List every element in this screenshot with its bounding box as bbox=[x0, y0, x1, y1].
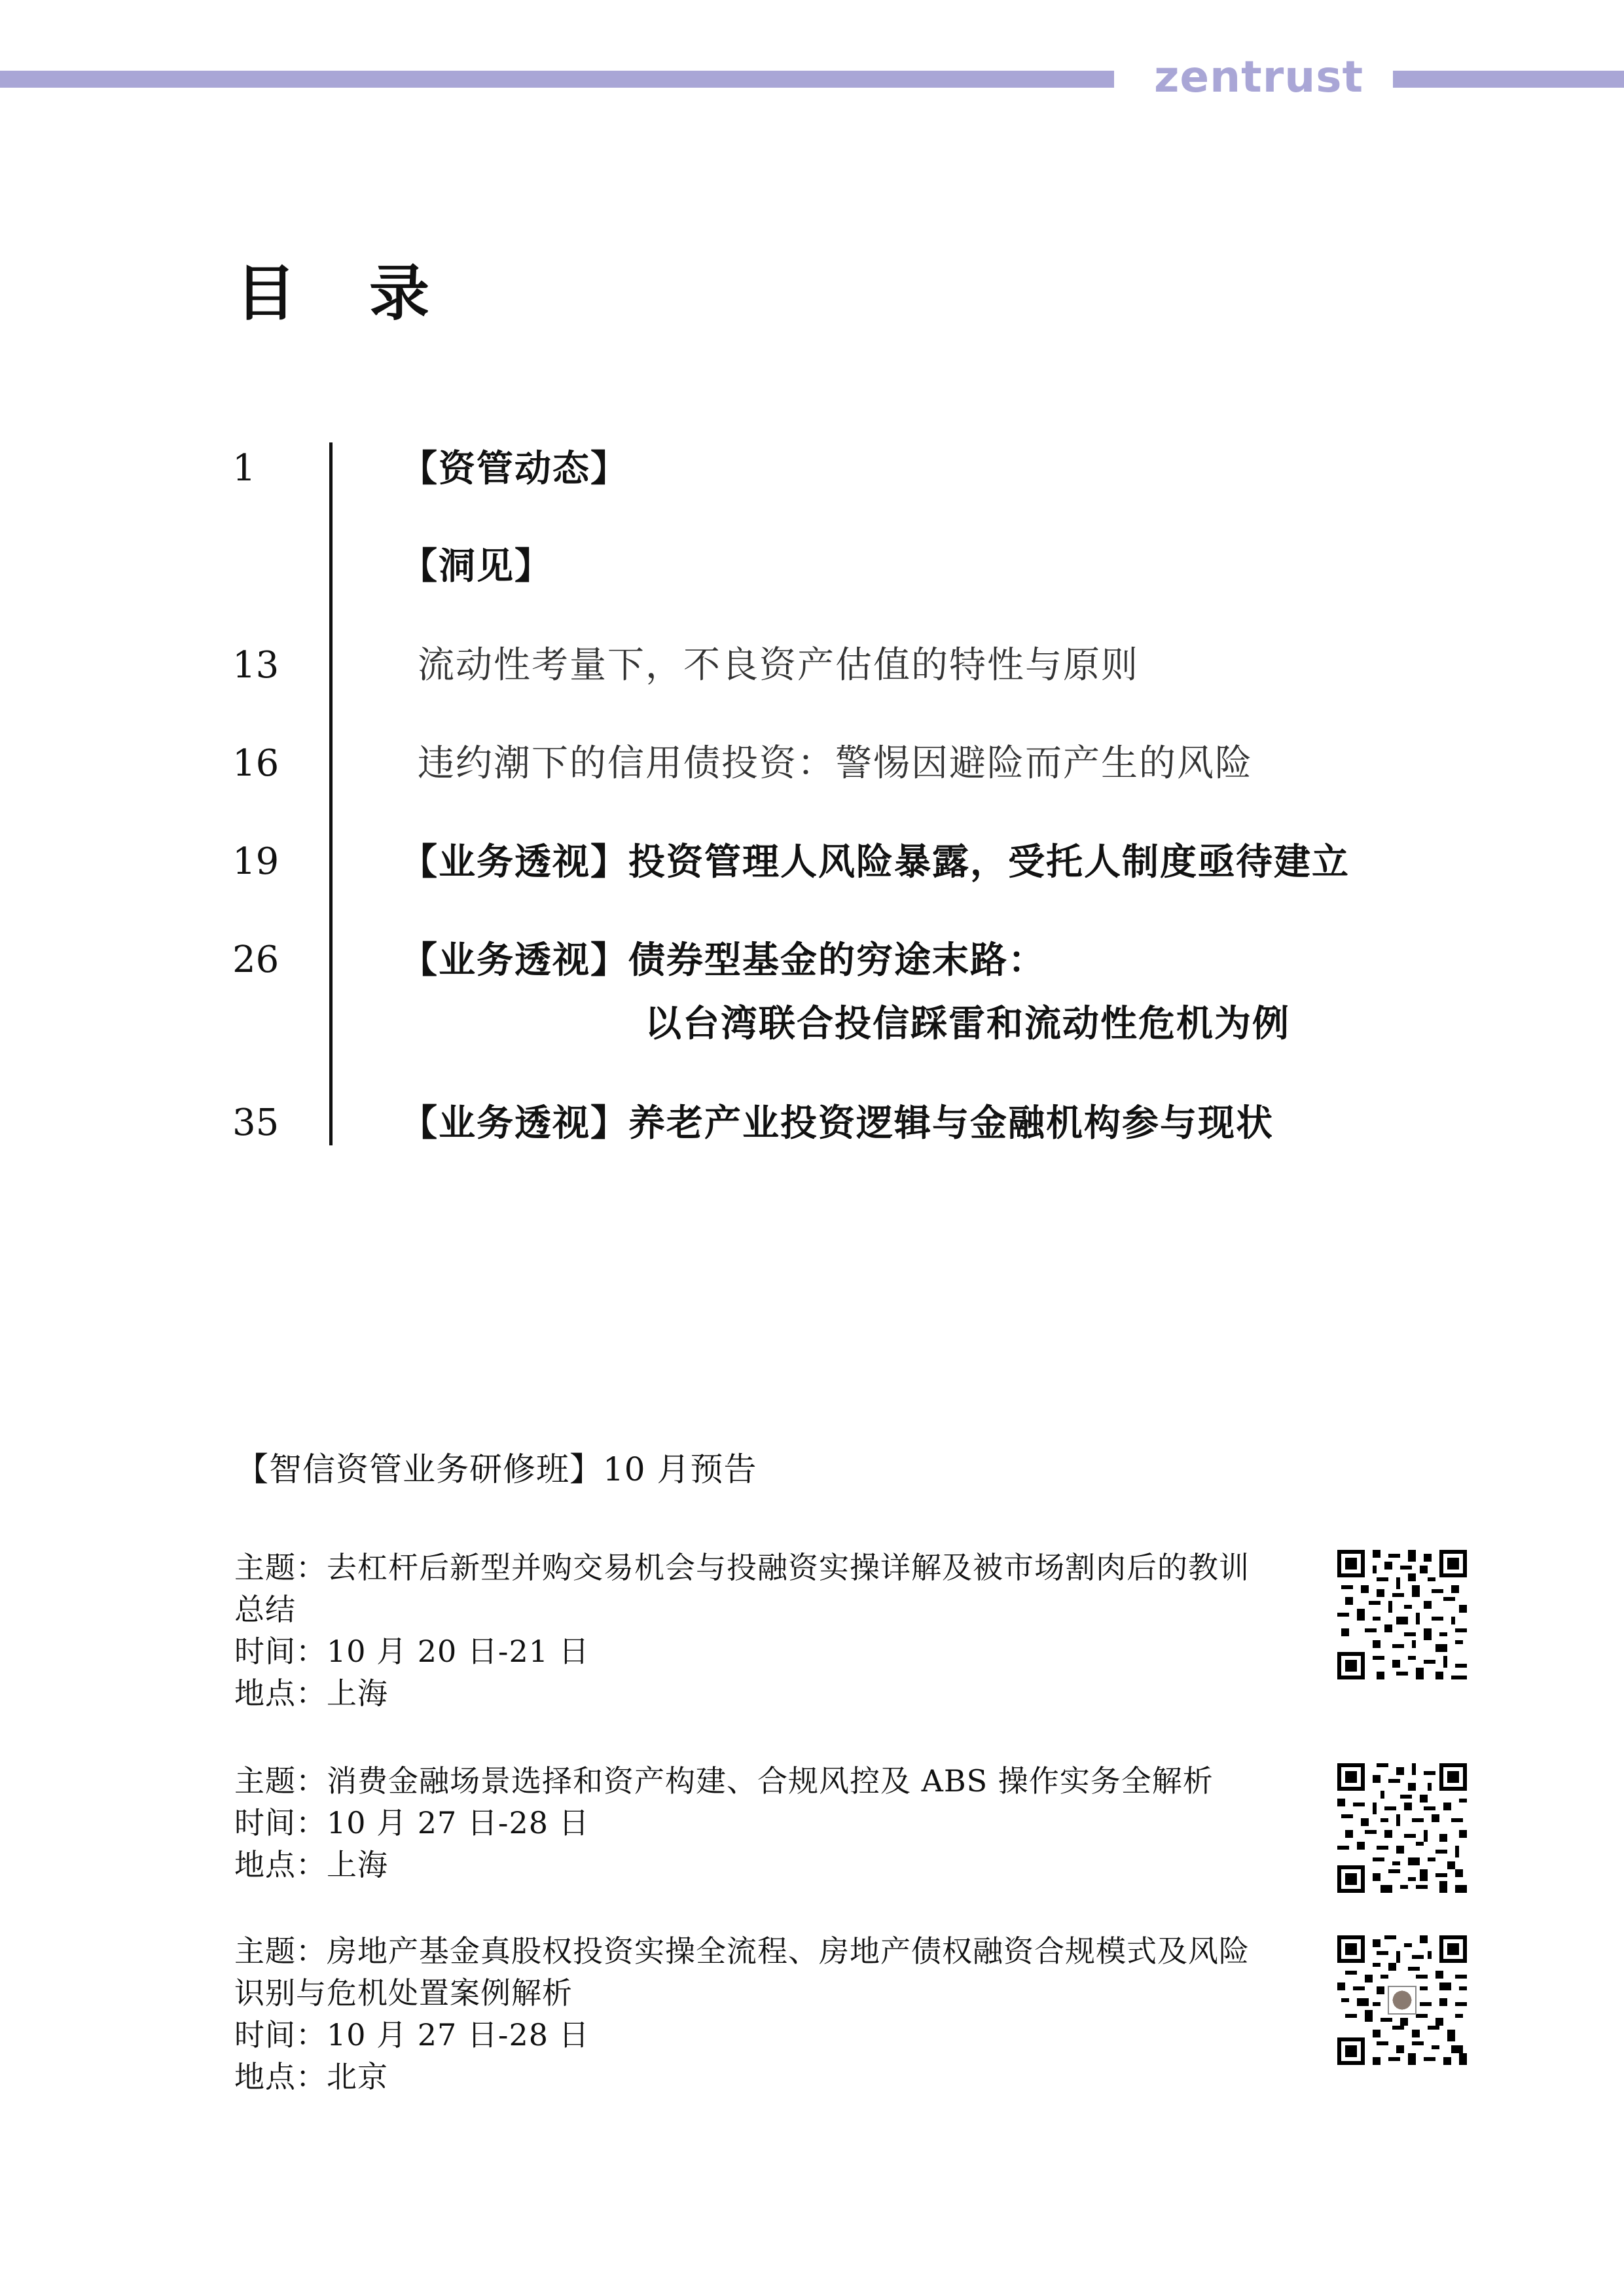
toc-article-title: 【业务透视】养老产业投资逻辑与金融机构参与现状 bbox=[401, 1102, 1274, 1145]
toc-article-subtitle: 以台湾联合投信踩雷和流动性危机为例 bbox=[645, 1002, 1290, 1045]
qr-code-graphic bbox=[1337, 1935, 1467, 2065]
header-bar-left bbox=[0, 71, 1114, 88]
toc-section-title: 【资管动态】 bbox=[401, 447, 628, 490]
toc-page-number: 1 bbox=[232, 447, 256, 490]
header-bar-right bbox=[1393, 71, 1624, 88]
toc-divider-line bbox=[329, 442, 333, 1145]
toc-page-number: 19 bbox=[232, 840, 280, 883]
qr-code-graphic bbox=[1337, 1550, 1467, 1679]
event-time: 时间：10 月 27 日-28 日 bbox=[234, 2017, 590, 2053]
page-title: 目 录 bbox=[236, 258, 456, 329]
toc-page-number: 13 bbox=[232, 644, 280, 687]
event-topic: 主题：消费金融场景选择和资产构建、合规风控及 ABS 操作实务全解析 bbox=[234, 1763, 1214, 1799]
toc-article-title: 【业务透视】债券型基金的穷途末路： bbox=[401, 939, 1046, 982]
qr-code-icon[interactable] bbox=[1337, 1550, 1467, 1679]
event-topic: 主题：去杠杆后新型并购交易机会与投融资实操详解及被市场割肉后的教训 bbox=[234, 1550, 1250, 1585]
toc-page-number: 26 bbox=[232, 939, 280, 981]
toc-article-title: 违约潮下的信用债投资：警惕因避险而产生的风险 bbox=[418, 742, 1253, 785]
event-time: 时间：10 月 20 日-21 日 bbox=[234, 1634, 590, 1669]
event-topic: 主题：房地产基金真股权投资实操全流程、房地产债权融资合规模式及风险 bbox=[234, 1933, 1250, 1969]
toc-article-title: 【业务透视】投资管理人风险暴露，受托人制度亟待建立 bbox=[401, 840, 1350, 884]
event-topic-continued: 识别与危机处置案例解析 bbox=[234, 1975, 573, 2011]
toc-article-title: 流动性考量下，不良资产估值的特性与原则 bbox=[418, 644, 1139, 687]
training-notice-title: 【智信资管业务研修班】10 月预告 bbox=[236, 1450, 757, 1488]
toc-page-number: 35 bbox=[232, 1102, 280, 1144]
zentrust-logo: zentrust bbox=[1154, 52, 1364, 102]
event-topic-continued: 总结 bbox=[234, 1592, 296, 1627]
event-place: 地点：北京 bbox=[234, 2059, 388, 2094]
event-time: 时间：10 月 27 日-28 日 bbox=[234, 1805, 590, 1840]
event-place: 地点：上海 bbox=[234, 1676, 388, 1711]
qr-code-graphic bbox=[1337, 1763, 1467, 1893]
event-place: 地点：上海 bbox=[234, 1847, 388, 1882]
qr-code-icon[interactable] bbox=[1337, 1935, 1467, 2065]
toc-section-title: 【洞见】 bbox=[401, 545, 552, 588]
qr-code-icon[interactable] bbox=[1337, 1763, 1467, 1893]
toc-page-number: 16 bbox=[232, 742, 280, 785]
